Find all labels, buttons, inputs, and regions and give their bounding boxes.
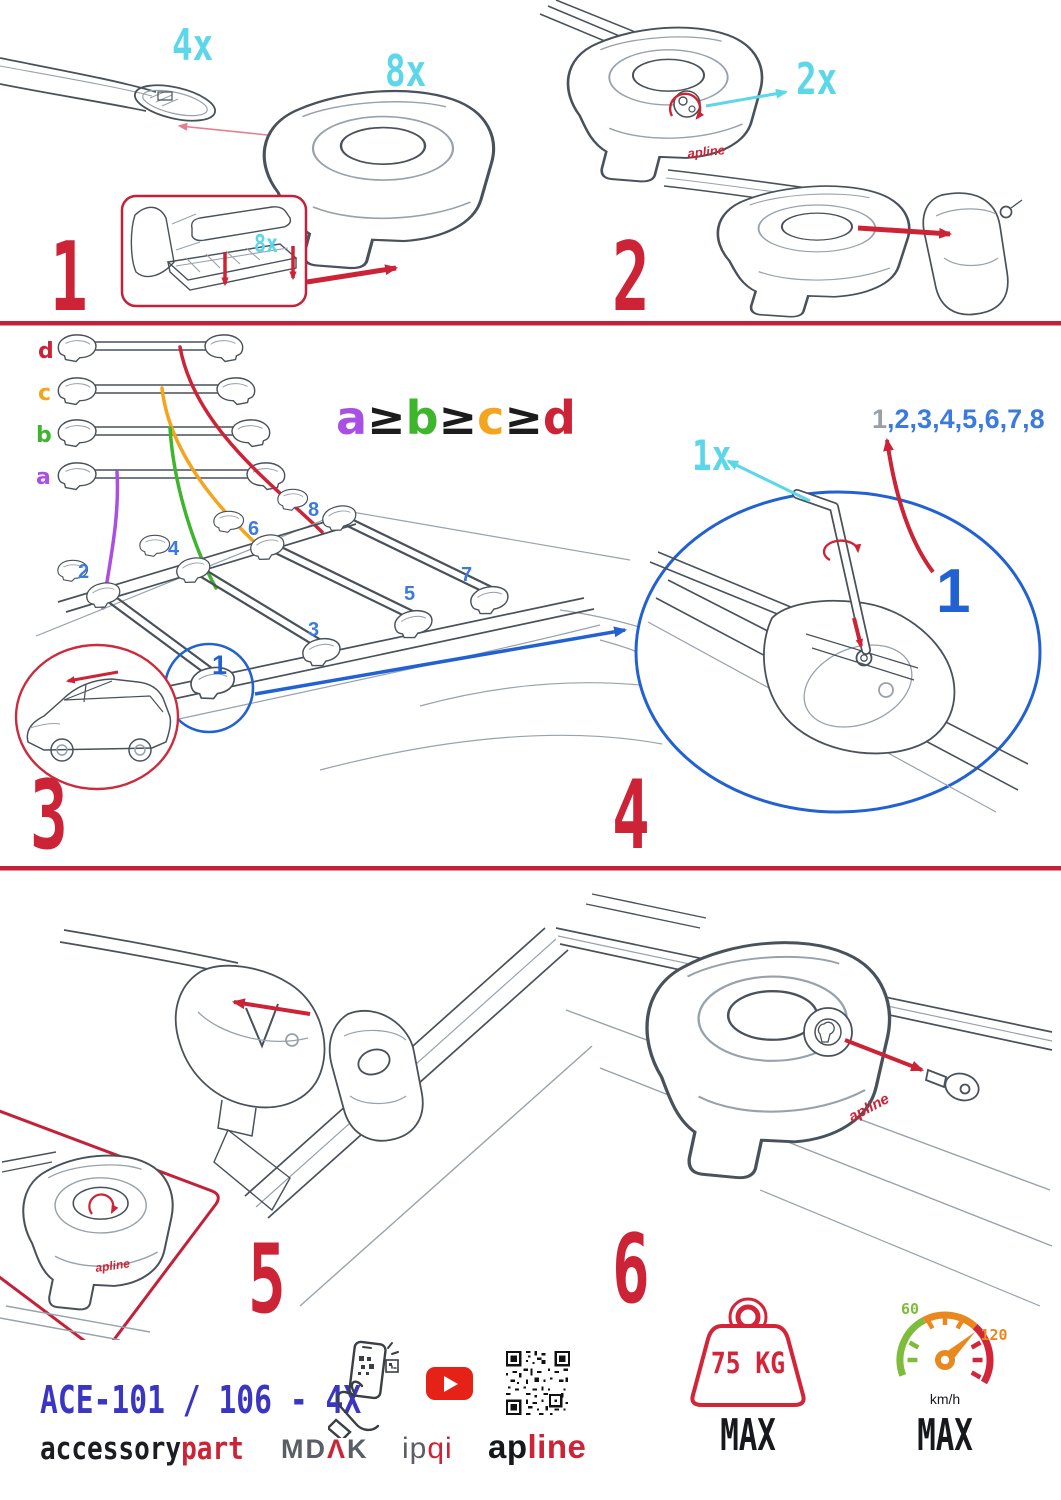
step1-foot-qty: 8x [385,45,427,98]
speed-low-label: 60 [900,1300,920,1318]
step2-clamp-bottom [718,186,909,317]
step5-panel [0,928,592,1340]
step6-clamp [647,943,889,1178]
mdak-k: K [347,1434,369,1464]
step5-clamp [176,966,325,1136]
step1-bar-qty: 4x [172,19,214,72]
max-speed-label: MAX [917,1409,973,1458]
phone-scan-icon [328,1336,404,1438]
step2-knob-qty: 2x [796,53,838,106]
bar-label-a: a [36,465,51,490]
max-load-badge [676,1290,820,1458]
step5-inset [0,1100,218,1340]
position-4: 4 [168,538,180,560]
max-load-value: 75 KG [710,1347,786,1381]
step2-endcap [923,193,1022,314]
mdak-logo [281,1434,369,1465]
accessorypart-logo [40,1431,244,1467]
bar-stack [36,335,285,490]
mdak-d: D [305,1434,327,1464]
ipqi-black: ip [402,1432,428,1465]
qr-code [506,1351,570,1415]
step4-panel [612,404,1045,870]
apline-red: line [527,1428,587,1465]
divider-top [0,321,1061,326]
speed-unit-label: km/h [929,1391,961,1407]
position-6: 6 [248,518,260,540]
step2-number: 2 [612,221,650,333]
step5-endcap [330,1011,423,1141]
mdak-m: M [281,1434,306,1464]
step1-pad-to-clamp-arrow [307,268,396,282]
ipqi-logo [402,1432,453,1466]
model-code: ACE-101 / 106 - 4X [40,1378,362,1422]
tighten-sequence: 1,2,3,4,5,6,7,8 [872,404,1045,434]
apline-logo [488,1428,586,1466]
step2-panel [540,0,1022,332]
accessorypart-red: part [181,1431,244,1467]
ipqi-red: qi [427,1432,453,1465]
step4-tool-qty: 1x [692,430,732,481]
key-illustration [926,1069,982,1104]
step6-number: 6 [612,1213,650,1325]
max-speed-badge [880,1294,1015,1458]
step5-number: 5 [248,1223,286,1335]
step6-brand-label: apline [845,1090,893,1126]
speed-high-label: 120 [980,1326,1008,1344]
max-load-label: MAX [720,1409,776,1458]
step6-panel [556,894,1052,1324]
step2-clamp-top [568,28,762,182]
bar-label-c: c [38,381,52,406]
position-2: 2 [78,561,90,583]
position-8: 8 [308,499,320,521]
sequence-start-number: 1 [936,557,971,626]
position-3: 3 [308,619,320,641]
lock-cylinder [804,1008,852,1056]
step3-number: 3 [30,759,68,871]
mdak-a: Λ [327,1434,348,1464]
step1-panel [0,20,494,333]
step5-brand-label: apline [94,1256,131,1275]
divider-bottom [0,866,1061,871]
size-rule: a≥b≥c≥d [336,391,576,445]
step1-pad-inset [122,196,306,306]
bar-label-d: d [38,339,54,364]
step1-number: 1 [50,221,88,333]
step4-number: 4 [612,759,650,871]
step1-pad-qty: 8x [254,229,279,259]
bar-label-b: b [36,423,52,448]
youtube-icon [426,1367,473,1400]
tool-qty-arrow [728,461,810,501]
step3-panel [16,335,716,871]
youtube-play-triangle [444,1376,458,1392]
position-7: 7 [461,564,473,586]
position-1: 1 [212,650,228,680]
step2-brand-label: apline [686,142,726,161]
accessorypart-black: accessory [40,1431,182,1467]
position-5: 5 [404,583,416,605]
apline-black: ap [488,1428,528,1465]
speedometer-icon [900,1315,990,1382]
